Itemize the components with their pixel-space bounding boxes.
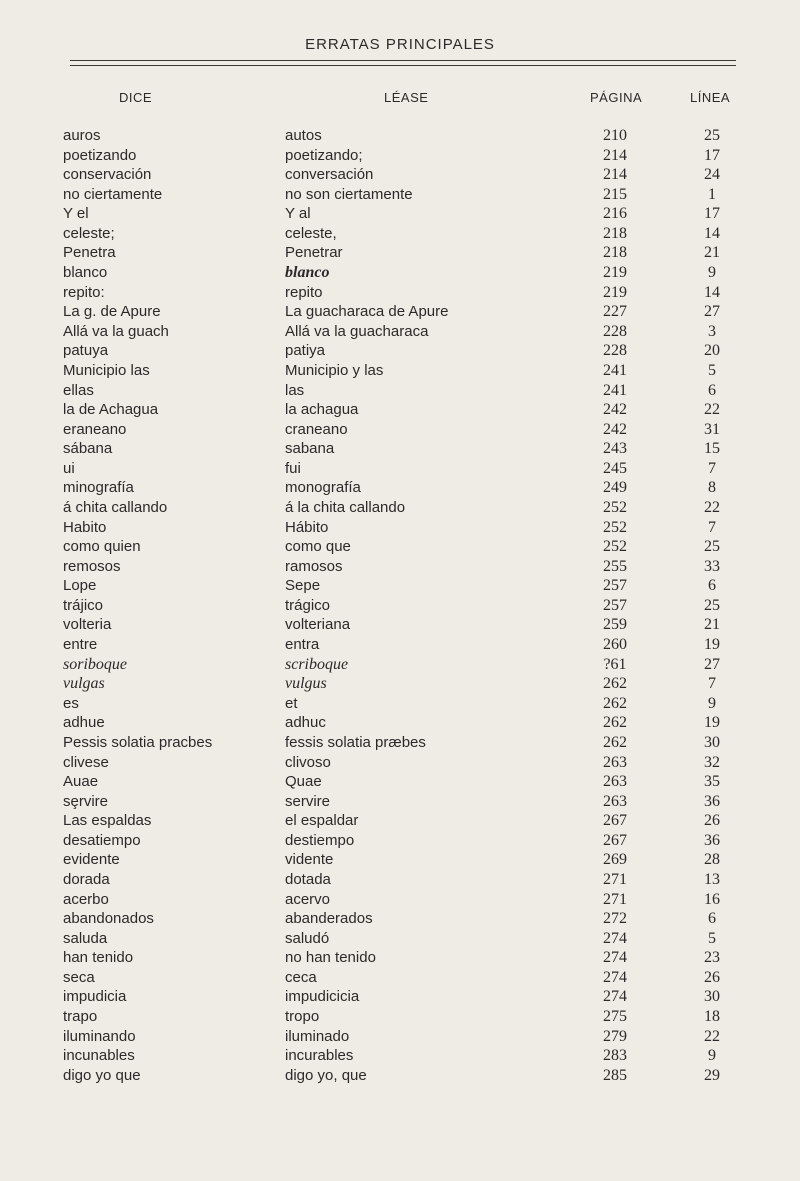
header-dice: DICE: [119, 90, 153, 105]
cell-dice: patuya: [63, 342, 109, 360]
cell-pagina: 214: [603, 146, 627, 164]
cell-linea: 27: [704, 303, 720, 321]
cell-pagina: 267: [603, 812, 627, 830]
header-pagina: PÁGINA: [590, 90, 643, 105]
table-row: [0, 165, 800, 185]
cell-linea: 24: [704, 166, 720, 184]
cell-lease: poetizando;: [285, 146, 363, 164]
cell-linea: 30: [704, 733, 720, 751]
cell-lease: digo yo, que: [285, 1066, 367, 1084]
cell-linea: 9: [708, 1047, 716, 1065]
table-row: [0, 204, 800, 224]
cell-linea: 36: [704, 792, 720, 810]
cell-pagina: 267: [603, 831, 627, 849]
cell-dice: minografía: [63, 479, 134, 497]
table-row: [0, 831, 800, 851]
cell-pagina: 228: [603, 322, 627, 340]
cell-pagina: 241: [603, 361, 627, 379]
cell-lease: vidente: [285, 851, 334, 869]
cell-lease: el espaldar: [285, 812, 359, 830]
table-row: [0, 694, 800, 714]
cell-dice: adhue: [63, 714, 105, 732]
cell-lease: entra: [285, 636, 320, 654]
cell-lease: craneano: [285, 420, 348, 438]
table-row: [0, 537, 800, 557]
cell-dice: la de Achagua: [63, 401, 159, 419]
table-row: [0, 459, 800, 479]
cell-lease: incurables: [285, 1047, 354, 1065]
cell-dice: abandonados: [63, 910, 154, 928]
cell-pagina: 262: [603, 714, 627, 732]
cell-dice: vulgas: [63, 675, 105, 693]
cell-dice: celeste;: [63, 224, 115, 242]
cell-dice: ui: [63, 459, 75, 477]
cell-lease: Quae: [285, 773, 322, 791]
cell-pagina: 272: [603, 910, 627, 928]
cell-lease: trágico: [285, 596, 331, 614]
table-row: [0, 987, 800, 1007]
cell-dice: eraneano: [63, 420, 127, 438]
cell-dice: sȩrvire: [63, 792, 109, 810]
cell-pagina: 260: [603, 636, 627, 654]
cell-linea: 14: [704, 224, 720, 242]
cell-lease: impudicicia: [285, 988, 360, 1006]
cell-dice: Municipio las: [63, 361, 150, 379]
cell-linea: 7: [708, 675, 716, 693]
cell-pagina: 262: [603, 733, 627, 751]
cell-lease: repito: [285, 283, 323, 301]
table-row: [0, 420, 800, 440]
page-title: ERRATAS PRINCIPALES: [305, 36, 495, 53]
cell-linea: 7: [708, 459, 716, 477]
cell-dice: á chita callando: [63, 498, 168, 516]
cell-linea: 23: [704, 949, 720, 967]
cell-linea: 17: [704, 205, 720, 223]
table-row: [0, 498, 800, 518]
cell-linea: 15: [704, 440, 720, 458]
cell-pagina: 285: [603, 1066, 627, 1084]
cell-lease: blanco: [285, 264, 330, 282]
cell-dice: digo yo que: [63, 1066, 141, 1084]
cell-lease: acervo: [285, 890, 331, 908]
header-rule-bottom: [70, 65, 736, 66]
cell-dice: remosos: [63, 557, 121, 575]
cell-pagina: 218: [603, 224, 627, 242]
table-row: [0, 792, 800, 812]
cell-lease: no son ciertamente: [285, 185, 413, 203]
cell-linea: 21: [704, 244, 720, 262]
cell-lease: La guacharaca de Apure: [285, 303, 449, 321]
cell-pagina: 271: [603, 890, 627, 908]
table-row: [0, 596, 800, 616]
cell-linea: 9: [708, 694, 716, 712]
table-row: [0, 576, 800, 596]
cell-pagina: 262: [603, 675, 627, 693]
cell-lease: celeste,: [285, 224, 337, 242]
cell-linea: 6: [708, 910, 716, 928]
cell-lease: monografía: [285, 479, 361, 497]
cell-dice: no ciertamente: [63, 185, 163, 203]
cell-dice: soriboque: [63, 655, 127, 673]
cell-dice: acerbo: [63, 890, 109, 908]
cell-pagina: 243: [603, 440, 627, 458]
cell-pagina: 255: [603, 557, 627, 575]
table-row: [0, 948, 800, 968]
cell-dice: saluda: [63, 929, 108, 947]
table-row: [0, 811, 800, 831]
table-row: [0, 400, 800, 420]
cell-linea: 25: [704, 538, 720, 556]
cell-lease: volteriana: [285, 616, 351, 634]
table-row: [0, 1007, 800, 1027]
cell-dice: Lope: [63, 577, 97, 595]
cell-pagina: 275: [603, 1008, 627, 1026]
cell-lease: Penetrar: [285, 244, 343, 262]
cell-lease: sabana: [285, 440, 335, 458]
table-row: [0, 713, 800, 733]
cell-dice: como quien: [63, 538, 141, 556]
cell-dice: entre: [63, 636, 98, 654]
cell-lease: autos: [285, 127, 322, 144]
cell-linea: 16: [704, 890, 720, 908]
cell-dice: dorada: [63, 870, 110, 888]
cell-pagina: 263: [603, 773, 627, 791]
table-row: [0, 674, 800, 694]
cell-dice: volteria: [63, 616, 112, 634]
cell-lease: clivoso: [285, 753, 331, 771]
cell-dice: desatiempo: [63, 831, 141, 849]
cell-dice: trapo: [63, 1008, 98, 1026]
table-row: [0, 929, 800, 949]
cell-linea: 5: [708, 929, 716, 947]
cell-pagina: 259: [603, 616, 627, 634]
cell-linea: 26: [704, 968, 720, 986]
cell-lease: scriboque: [285, 655, 349, 673]
table-row: [0, 733, 800, 753]
cell-linea: 19: [704, 714, 720, 732]
cell-linea: 8: [708, 479, 716, 497]
table-row: [0, 439, 800, 459]
cell-lease: Municipio y las: [285, 361, 384, 379]
cell-lease: saludó: [285, 929, 330, 947]
table-row: [0, 185, 800, 205]
cell-linea: 30: [704, 988, 720, 1006]
cell-linea: 25: [704, 596, 720, 614]
cell-linea: 33: [704, 557, 720, 575]
table-row: [0, 635, 800, 655]
cell-pagina: 279: [603, 1027, 627, 1045]
cell-pagina: 242: [603, 401, 627, 419]
cell-lease: iluminado: [285, 1027, 350, 1045]
cell-pagina: 245: [603, 459, 627, 477]
cell-pagina: 263: [603, 753, 627, 771]
cell-linea: 3: [708, 322, 716, 340]
cell-linea: 19: [704, 636, 720, 654]
cell-pagina: ?61: [603, 655, 627, 673]
table-row: [0, 557, 800, 577]
cell-pagina: 274: [603, 968, 627, 986]
cell-dice: sábana: [63, 440, 113, 458]
cell-dice: Y el: [63, 205, 89, 223]
cell-lease: Allá va la guacharaca: [285, 322, 429, 340]
cell-pagina: 219: [603, 264, 627, 282]
cell-linea: 28: [704, 851, 720, 869]
cell-linea: 31: [704, 420, 720, 438]
cell-pagina: 249: [603, 479, 627, 497]
cell-lease: dotada: [285, 870, 331, 888]
cell-dice: Allá va la guach: [63, 322, 169, 340]
table-row: [0, 615, 800, 635]
cell-lease: la achagua: [285, 401, 359, 419]
header-lease: LÉASE: [384, 90, 429, 105]
cell-linea: 21: [704, 616, 720, 634]
cell-pagina: 252: [603, 538, 627, 556]
cell-lease: á la chita callando: [285, 498, 406, 516]
cell-linea: 26: [704, 812, 720, 830]
cell-linea: 17: [704, 146, 720, 164]
column-headers: [0, 90, 800, 110]
table-row: [0, 126, 800, 146]
table-row: [0, 381, 800, 401]
cell-dice: blanco: [63, 264, 108, 282]
cell-lease: patiya: [285, 342, 326, 360]
table-row: [0, 263, 800, 283]
cell-linea: 13: [704, 870, 720, 888]
table-row: [0, 655, 800, 675]
table-row: [0, 478, 800, 498]
cell-pagina: 283: [603, 1047, 627, 1065]
cell-pagina: 257: [603, 596, 627, 614]
cell-dice: Habito: [63, 518, 107, 536]
cell-dice: ellas: [63, 381, 94, 399]
cell-linea: 36: [704, 831, 720, 849]
cell-pagina: 219: [603, 283, 627, 301]
table-row: [0, 224, 800, 244]
cell-pagina: 262: [603, 694, 627, 712]
cell-lease: ceca: [285, 968, 317, 986]
cell-linea: 22: [704, 1027, 720, 1045]
cell-lease: las: [285, 381, 305, 399]
cell-dice: conservación: [63, 166, 152, 184]
cell-linea: 18: [704, 1008, 720, 1026]
table-row: [0, 283, 800, 303]
table-row: [0, 870, 800, 890]
header-linea: LÍNEA: [690, 90, 731, 105]
cell-lease: vulgus: [285, 675, 327, 693]
cell-lease: tropo: [285, 1008, 320, 1026]
cell-dice: auros: [63, 127, 101, 144]
cell-linea: 7: [708, 518, 716, 536]
cell-linea: 32: [704, 753, 720, 771]
cell-dice: impudicia: [63, 988, 127, 1006]
cell-lease: servire: [285, 792, 331, 810]
cell-lease: Sepe: [285, 577, 321, 595]
cell-dice: incunables: [63, 1047, 135, 1065]
table-row: [0, 968, 800, 988]
cell-linea: 25: [704, 127, 720, 144]
cell-linea: 14: [704, 283, 720, 301]
cell-lease: Hábito: [285, 518, 329, 536]
cell-pagina: 269: [603, 851, 627, 869]
table-row: [0, 518, 800, 538]
cell-dice: repito:: [63, 283, 105, 301]
cell-pagina: 242: [603, 420, 627, 438]
cell-pagina: 263: [603, 792, 627, 810]
cell-pagina: 257: [603, 577, 627, 595]
cell-dice: evidente: [63, 851, 120, 869]
table-row: [0, 341, 800, 361]
table-row: [0, 1027, 800, 1047]
cell-lease: et: [285, 694, 298, 712]
errata-table: [0, 126, 800, 1085]
header-rule-top: [70, 60, 736, 61]
table-row: [0, 772, 800, 792]
table-row: [0, 890, 800, 910]
table-row: [0, 361, 800, 381]
cell-pagina: 252: [603, 518, 627, 536]
cell-lease: no han tenido: [285, 949, 376, 967]
cell-pagina: 274: [603, 929, 627, 947]
cell-pagina: 228: [603, 342, 627, 360]
cell-dice: Penetra: [63, 244, 116, 262]
cell-linea: 20: [704, 342, 720, 360]
cell-linea: 29: [704, 1066, 720, 1084]
cell-lease: abanderados: [285, 910, 373, 928]
cell-pagina: 241: [603, 381, 627, 399]
cell-lease: Y al: [285, 205, 311, 223]
cell-linea: 1: [708, 185, 716, 203]
cell-lease: destiempo: [285, 831, 355, 849]
cell-linea: 5: [708, 361, 716, 379]
table-row: [0, 243, 800, 263]
cell-pagina: 215: [603, 185, 627, 203]
cell-dice: trájico: [63, 596, 104, 614]
cell-pagina: 274: [603, 988, 627, 1006]
cell-dice: iluminando: [63, 1027, 136, 1045]
table-row: [0, 850, 800, 870]
cell-dice: seca: [63, 968, 95, 986]
cell-linea: 35: [704, 773, 720, 791]
cell-linea: 9: [708, 264, 716, 282]
table-row: [0, 1046, 800, 1066]
table-row: [0, 302, 800, 322]
cell-lease: ramosos: [285, 557, 343, 575]
cell-dice: Pessis solatia pracbes: [63, 733, 213, 751]
cell-dice: La g. de Apure: [63, 303, 161, 321]
cell-pagina: 210: [603, 127, 627, 144]
cell-lease: como que: [285, 538, 351, 556]
cell-linea: 27: [704, 655, 720, 673]
cell-dice: Auae: [63, 773, 99, 791]
cell-dice: clivese: [63, 753, 109, 771]
cell-lease: fessis solatia præbes: [285, 733, 426, 751]
cell-pagina: 271: [603, 870, 627, 888]
table-row: [0, 1066, 800, 1086]
cell-pagina: 214: [603, 166, 627, 184]
cell-pagina: 216: [603, 205, 627, 223]
table-row: [0, 753, 800, 773]
cell-pagina: 274: [603, 949, 627, 967]
cell-dice: es: [63, 694, 79, 712]
table-row: [0, 909, 800, 929]
cell-lease: adhuc: [285, 714, 326, 732]
cell-dice: Las espaldas: [63, 812, 152, 830]
cell-pagina: 227: [603, 303, 627, 321]
cell-linea: 22: [704, 401, 720, 419]
cell-lease: conversación: [285, 166, 374, 184]
cell-dice: poetizando: [63, 146, 137, 164]
cell-dice: han tenido: [63, 949, 134, 967]
cell-pagina: 218: [603, 244, 627, 262]
cell-linea: 6: [708, 577, 716, 595]
cell-lease: fui: [285, 459, 301, 477]
table-row: [0, 322, 800, 342]
cell-linea: 22: [704, 498, 720, 516]
cell-pagina: 252: [603, 498, 627, 516]
cell-linea: 6: [708, 381, 716, 399]
table-row: [0, 146, 800, 166]
